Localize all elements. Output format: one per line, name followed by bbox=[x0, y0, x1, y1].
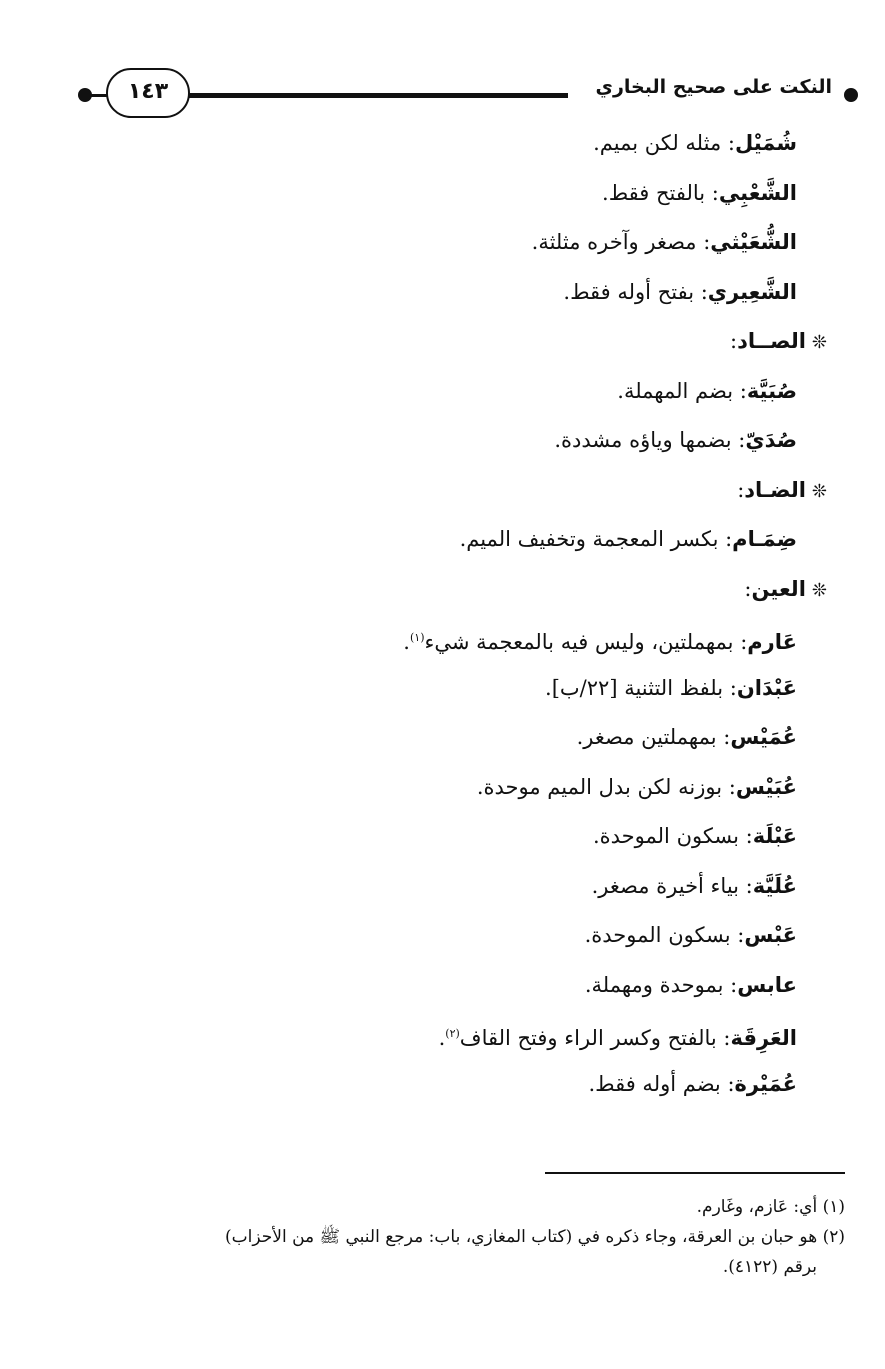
entry-desc: : بكسر المعجمة وتخفيف الميم. bbox=[459, 527, 733, 551]
section-colon: : bbox=[730, 329, 738, 353]
entry-line bbox=[40, 227, 827, 257]
entry-desc: : بضمها وياؤه مشددة. bbox=[554, 428, 746, 452]
page-header bbox=[78, 70, 858, 118]
entry-line bbox=[40, 524, 827, 554]
entry-line bbox=[40, 425, 827, 455]
entry-term: الشُّعَيْثي bbox=[710, 230, 797, 254]
entry-term: عَبْدَان bbox=[736, 675, 797, 700]
entry-line bbox=[40, 623, 827, 653]
entry-tail: . bbox=[438, 1026, 446, 1050]
entry-desc: : بسكون الموحدة. bbox=[584, 923, 745, 947]
section-heading-dad bbox=[40, 475, 827, 505]
page-number: ١٤٣ bbox=[106, 68, 190, 118]
entry-desc: : بمهملتين، وليس فيه بالمعجمة شيء bbox=[424, 630, 748, 654]
footnote-marker[interactable]: (٢) bbox=[445, 1027, 460, 1040]
section-label: العين bbox=[751, 576, 806, 601]
entry-desc: : بسكون الموحدة. bbox=[592, 824, 753, 848]
footnote-1: (١) أي: عَازم، وغَارم. bbox=[696, 1196, 845, 1217]
section-heading-sad bbox=[40, 326, 827, 356]
entry-term: عُمَيْس bbox=[730, 725, 797, 749]
entry-term: العَرِقَة bbox=[730, 1026, 797, 1050]
entry-desc: : مثله لكن بميم. bbox=[593, 131, 735, 155]
entry-term: صُدَيّ bbox=[745, 428, 797, 452]
entry-term: شُمَيْل bbox=[734, 131, 797, 155]
entry-term: عابس bbox=[737, 972, 797, 997]
header-rule bbox=[186, 93, 568, 98]
entry-desc: : بوزنه لكن بدل الميم موحدة. bbox=[476, 774, 736, 799]
entry-term: ضِمَـام bbox=[732, 527, 797, 551]
entry-line bbox=[40, 970, 827, 1000]
entry-term: صُبَيَّة bbox=[746, 378, 797, 403]
entry-desc: : بموحدة ومهملة. bbox=[584, 972, 738, 997]
flower-asterisk-icon: ❊ bbox=[811, 332, 827, 353]
entry-line bbox=[40, 871, 827, 901]
footnote-marker[interactable]: (١) bbox=[409, 631, 425, 644]
entry-desc: : بفتح أوله فقط. bbox=[563, 279, 708, 304]
entry-term: الشَّعْبِي bbox=[718, 180, 797, 205]
entry-desc: : بياء أخيرة مصغر. bbox=[591, 873, 753, 898]
entry-term: عُبَيْس bbox=[735, 774, 797, 799]
entry-line bbox=[40, 178, 827, 208]
entry-line bbox=[40, 722, 827, 752]
entry-desc: : مصغر وآخره مثلثة. bbox=[531, 230, 711, 254]
section-colon: : bbox=[744, 576, 752, 601]
entry-term: الشَّعِيري bbox=[707, 279, 797, 304]
entry-tail: . bbox=[403, 630, 410, 654]
entry-term: عُمَيْرة bbox=[734, 1071, 797, 1096]
entry-term: عَبْلَة bbox=[752, 824, 797, 848]
header-bullet-icon bbox=[844, 88, 858, 102]
flower-asterisk-icon: ❊ bbox=[811, 579, 827, 601]
entry-desc: : بضم المهملة. bbox=[617, 378, 747, 403]
entry-line bbox=[40, 128, 827, 158]
running-title: النكت على صحيح البخاري bbox=[595, 76, 832, 98]
main-text bbox=[40, 128, 827, 1118]
entry-desc: : بمهملتين مصغر. bbox=[576, 725, 731, 749]
entry-desc: : بضم أوله فقط. bbox=[588, 1071, 735, 1096]
footnote-divider bbox=[545, 1172, 845, 1174]
flower-asterisk-icon: ❊ bbox=[811, 480, 827, 502]
entry-desc: : بالفتح وكسر الراء وفتح القاف bbox=[459, 1026, 731, 1050]
entry-line bbox=[40, 1069, 827, 1099]
entry-line bbox=[40, 821, 827, 851]
header-bullet-icon bbox=[78, 88, 92, 102]
footnote-2-continuation: برقم (٤١٢٢). bbox=[722, 1256, 817, 1277]
entry-desc: : بلفظ التثنية [٢٢/ب]. bbox=[545, 675, 737, 700]
footnote-2: (٢) هو حبان بن العرقة، وجاء ذكره في (كتاب المغازي، باب: مرجع النبي ﷺ من الأحزاب) bbox=[225, 1226, 845, 1247]
section-heading-ayn bbox=[40, 574, 827, 604]
entry-desc: : بالفتح فقط. bbox=[602, 180, 719, 205]
section-colon: : bbox=[737, 477, 745, 502]
entry-line bbox=[40, 277, 827, 307]
entry-line bbox=[40, 772, 827, 802]
entry-line bbox=[40, 673, 827, 703]
entry-line bbox=[40, 920, 827, 950]
entry-term: عَارم bbox=[747, 630, 797, 654]
entry-term: عَبْس bbox=[744, 923, 797, 947]
entry-line bbox=[40, 376, 827, 406]
section-label: الضـاد bbox=[744, 477, 806, 502]
section-label: الصــاد bbox=[737, 329, 806, 353]
footnotes bbox=[40, 1172, 845, 1282]
entry-term: عُلَيَّة bbox=[752, 873, 797, 898]
entry-line bbox=[40, 1019, 827, 1049]
